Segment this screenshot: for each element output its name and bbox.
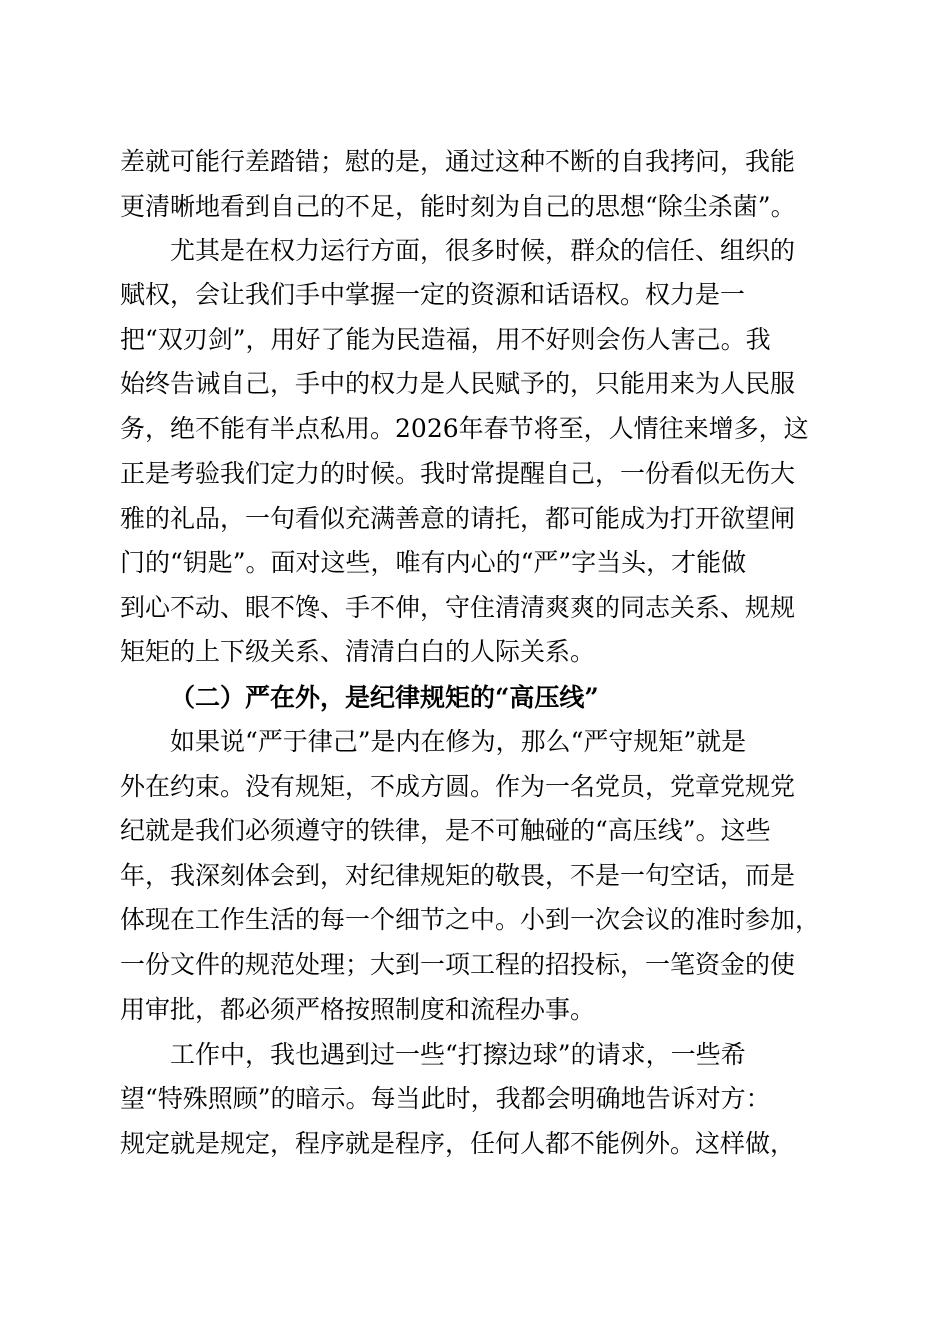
body-text-line: 正是考验我们定力的时候。我时常提醒自己，一份看似无伤大	[120, 459, 796, 488]
body-text-line: 雅的礼品，一句看似充满善意的请托，都可能成为打开欲望闸	[120, 504, 796, 533]
body-text-line: 年，我深刻体会到，对纪律规矩的敬畏，不是一句空话，而是	[120, 861, 796, 890]
body-text-line: 工作中，我也遇到过一些“打擦边球”的请求，一些希	[170, 1040, 746, 1069]
body-text-line: 如果说“严于律己”是内在修为，那么“严守规矩”就是	[170, 727, 747, 756]
body-text-line: 务，绝不能有半点私用。2026年春节将至，人情往来增多，这	[120, 414, 809, 443]
body-text-line: 门的“钥匙”。面对这些，唯有内心的“严”字当头，才能做	[120, 548, 747, 577]
body-text-line: 把“双刃剑”，用好了能为民造福，用不好则会伤人害己。我	[120, 325, 771, 354]
body-text-line: 矩矩的上下级关系、清清白白的人际关系。	[120, 637, 596, 666]
body-text-line: 纪就是我们必须遵守的铁律，是不可触碰的“高压线”。这些	[120, 816, 771, 845]
body-text-line: 尤其是在权力运行方面，很多时候，群众的信任、组织的	[170, 236, 796, 265]
section-heading: （二）严在外，是纪律规矩的“高压线”	[170, 683, 599, 712]
body-text-line: 到心不动、眼不馋、手不伸，守住清清爽爽的同志关系、规规	[120, 593, 796, 622]
body-text-line: 体现在工作生活的每一个细节之中。小到一次会议的准时参加，	[120, 905, 821, 934]
body-text-line: 规定就是规定，程序就是程序，任何人都不能例外。这样做，	[120, 1129, 796, 1158]
body-text-line: 差就可能行差踏错；慰的是，通过这种不断的自我拷问，我能	[120, 147, 796, 176]
body-text-line: 用审批，都必须严格按照制度和流程办事。	[120, 995, 596, 1024]
body-text-line: 赋权，会让我们手中掌握一定的资源和话语权。权力是一	[120, 280, 746, 309]
body-text-line: 望“特殊照顾”的暗示。每当此时，我都会明确地告诉对方：	[120, 1084, 771, 1113]
body-text-line: 更清晰地看到自己的不足，能时刻为自己的思想“除尘杀菌”。	[120, 192, 796, 221]
body-text-line: 外在约束。没有规矩，不成方圆。作为一名党员，党章党规党	[120, 772, 796, 801]
body-text-line: 始终告诫自己，手中的权力是人民赋予的，只能用来为人民服	[120, 369, 796, 398]
body-text-line: 一份文件的规范处理；大到一项工程的招投标，一笔资金的使	[120, 950, 796, 979]
